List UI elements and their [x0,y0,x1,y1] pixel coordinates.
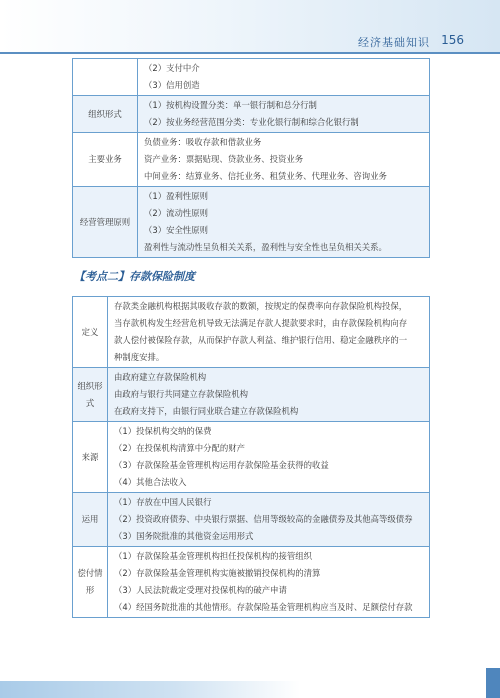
table-row [73,59,430,96]
row-label [73,59,138,96]
commercial-bank-table [72,58,430,258]
content-line: 负债业务：吸收存款和借款业务 [144,137,262,147]
row-label: 偿付情形 [73,547,108,618]
content-line: 中间业务：结算业务、信托业务、租赁业务、代理业务、咨询业务 [144,171,387,181]
row-content [108,493,430,547]
row-label: 组织形式 [73,96,138,133]
content-line: （2）在投保机构清算中分配的财产 [114,443,245,453]
table-row [73,422,430,493]
row-label: 主要业务 [73,133,138,187]
content-line: （3）人民法院裁定受理对投保机构的破产申请 [114,585,287,595]
row-label: 运用 [73,493,108,547]
content-line: （3）存款保险基金管理机构运用存款保险基金获得的收益 [114,460,329,470]
content-line: （4）经国务院批准的其他情形。存款保险基金管理机构应当及时、足额偿付存款 [114,602,413,612]
content-line: 盈利性与流动性呈负相关关系，盈利性与安全性也呈负相关关系。 [144,242,387,252]
row-label: 经营管理原则 [73,187,138,258]
row-content [138,59,430,96]
content-line: （3）安全性原则 [144,225,208,235]
content-line: 在政府支持下，由银行同业联合建立存款保险机构 [114,406,299,416]
table-row [73,297,430,368]
content-line: （3）国务院批准的其他资金运用形式 [114,531,254,541]
table-row [73,96,430,133]
table-row [73,133,430,187]
footer-band [0,681,500,698]
content-line: 当存款机构发生经营危机导致无法满足存款人提款要求时，由存款保险机构向存 [114,318,408,328]
running-title: 经济基础知识 [358,36,430,49]
content-line: （1）按机构设置分类：单一银行制和总分行制 [144,100,317,110]
footer-tab [486,668,500,698]
row-content [108,422,430,493]
content-line: 存款类金融机构根据其吸收存款的数额，按规定的保费率向存款保险机构投保， [114,301,408,311]
content-line: （1）存放在中国人民银行 [114,497,212,507]
content-line: 款人偿付被保险存款，从而保护存款人利益、维护银行信用、稳定金融秩序的一 [114,335,408,345]
content-line: 种制度安排。 [114,352,165,362]
table-row [73,368,430,422]
content-line: （1）存款保险基金管理机构担任投保机构的接管组织 [114,551,312,561]
content-line: （4）其他合法收入 [114,477,187,487]
table-row [73,547,430,618]
content-line: （1）投保机构交纳的保费 [114,426,212,436]
page-number: 156 [441,33,464,47]
content-line: 资产业务：票据贴现、贷款业务、投资业务 [144,154,304,164]
row-content [138,187,430,258]
content-line: （2）存款保险基金管理机构实施被撤销投保机构的清算 [114,568,321,578]
row-content [138,133,430,187]
content-line: （2）按业务经营范围分类：专业化银行制和综合化银行制 [144,117,359,127]
content-line: （2）支付中介 [144,63,200,73]
header-rule [0,52,500,54]
section-heading: 【考点二】存款保险制度 [74,270,195,283]
row-content [108,368,430,422]
deposit-insurance-table [72,296,430,618]
content-line: （2）投资政府债券、中央银行票据、信用等级较高的金融债券及其他高等级债券 [114,514,413,524]
content-line: （3）信用创造 [144,80,200,90]
row-label: 来源 [73,422,108,493]
row-content [108,547,430,618]
table-row [73,187,430,258]
content-line: （2）流动性原则 [144,208,208,218]
content-line: 由政府建立存款保险机构 [114,372,207,382]
row-content [108,297,430,368]
table-row [73,493,430,547]
content-line: 由政府与银行共同建立存款保险机构 [114,389,248,399]
row-label: 组织形式 [73,368,108,422]
content-line: （1）盈利性原则 [144,191,208,201]
row-content [138,96,430,133]
row-label: 定义 [73,297,108,368]
